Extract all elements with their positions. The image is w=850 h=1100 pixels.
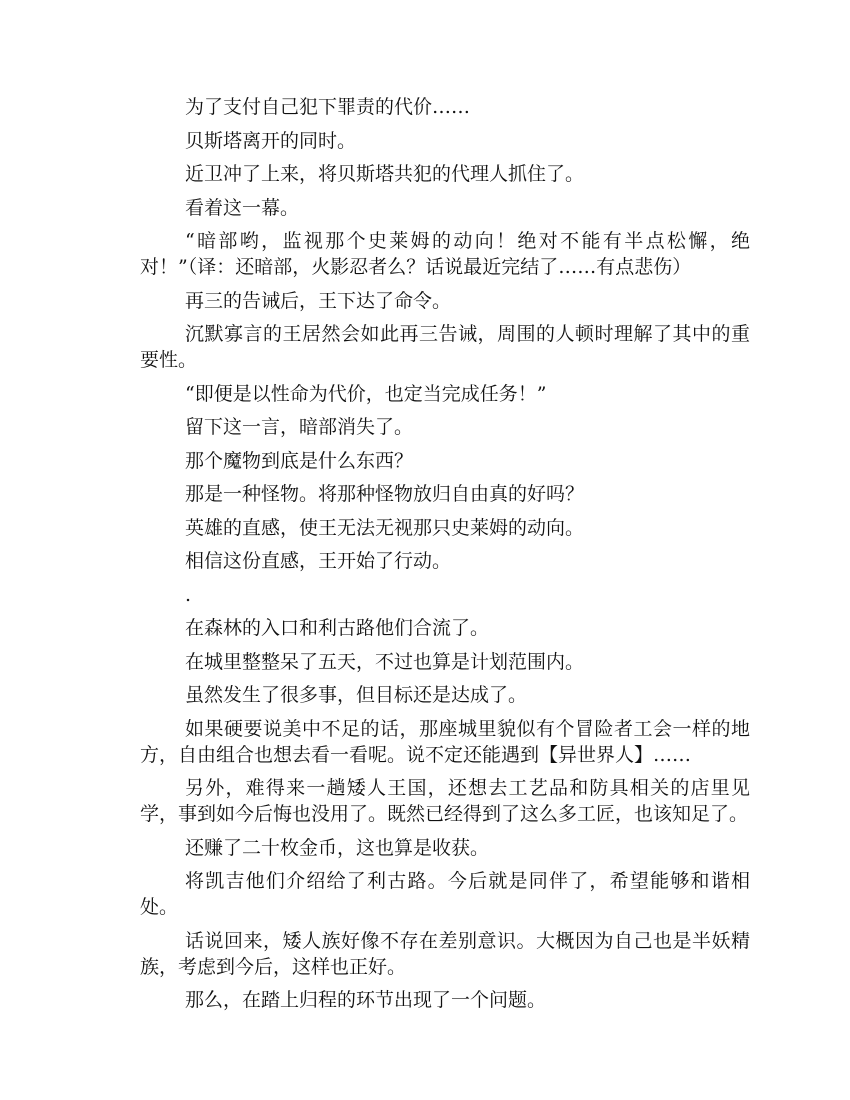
paragraph: 虽然发生了很多事，但目标还是达成了。 (185, 684, 528, 706)
paragraph: 那个魔物到底是什么东西？ (185, 449, 414, 472)
paragraph: 那是一种怪物。将那种怪物放归自由真的好吗？ (185, 483, 585, 505)
paragraph: 在森林的入口和利古路他们合流了。 (185, 617, 490, 639)
paragraph: “即便是以性命为代价，也定当完成任务！” (185, 382, 547, 405)
paragraph: 留下这一言，暗部消失了。 (185, 416, 414, 438)
section-break: . (185, 583, 192, 606)
paragraph: 在城里整整呆了五天，不过也算是计划范围内。 (185, 650, 585, 673)
paragraph: 如果硬要说美中不足的话，那座城里貌似有个冒险者工会一样的地方，自由组合也想去看一看呢。说不定还能遇到【异世界人】…… (140, 717, 750, 766)
paragraph: “暗部哟，监视那个史莱姆的动向！绝对不能有半点松懈，绝对！”（译：还暗部，火影忍者么？话说最近完结了……有点悲伤） (140, 230, 750, 278)
paragraph: 贝斯塔离开的同时。 (185, 129, 357, 152)
paragraph: 将凯吉他们介绍给了利古路。今后就是同伴了，希望能够和谐相处。 (140, 870, 750, 918)
paragraph: 话说回来，矮人族好像不存在差别意识。大概因为自己也是半妖精族，考虑到今后，这样也正好。 (140, 929, 750, 978)
paragraph: 沉默寡言的王居然会如此再三告诫，周围的人顿时理解了其中的重要性。 (140, 323, 750, 371)
paragraph: 再三的告诫后，王下达了命令。 (185, 289, 452, 312)
paragraph: 看着这一幕。 (185, 196, 300, 219)
paragraph: 相信这份直感，王开始了行动。 (185, 550, 452, 572)
paragraph: 那么，在踏上归程的环节出现了一个问题。 (185, 989, 547, 1011)
paragraph: 为了支付自己犯下罪责的代价…… (185, 96, 471, 118)
paragraph: 近卫冲了上来，将贝斯塔共犯的代理人抓住了。 (185, 163, 585, 185)
paragraph: 另外，难得来一趟矮人王国，还想去工艺品和防具相关的店里见学，事到如今后悔也没用了。既然已经得到了这么多工匠，也该知足了。 (140, 777, 750, 825)
paragraph: 英雄的直感，使王无法无视那只史莱姆的动向。 (185, 516, 585, 539)
paragraph: 还赚了二十枚金币，这也算是收获。 (185, 836, 490, 859)
document-body (140, 94, 750, 1021)
